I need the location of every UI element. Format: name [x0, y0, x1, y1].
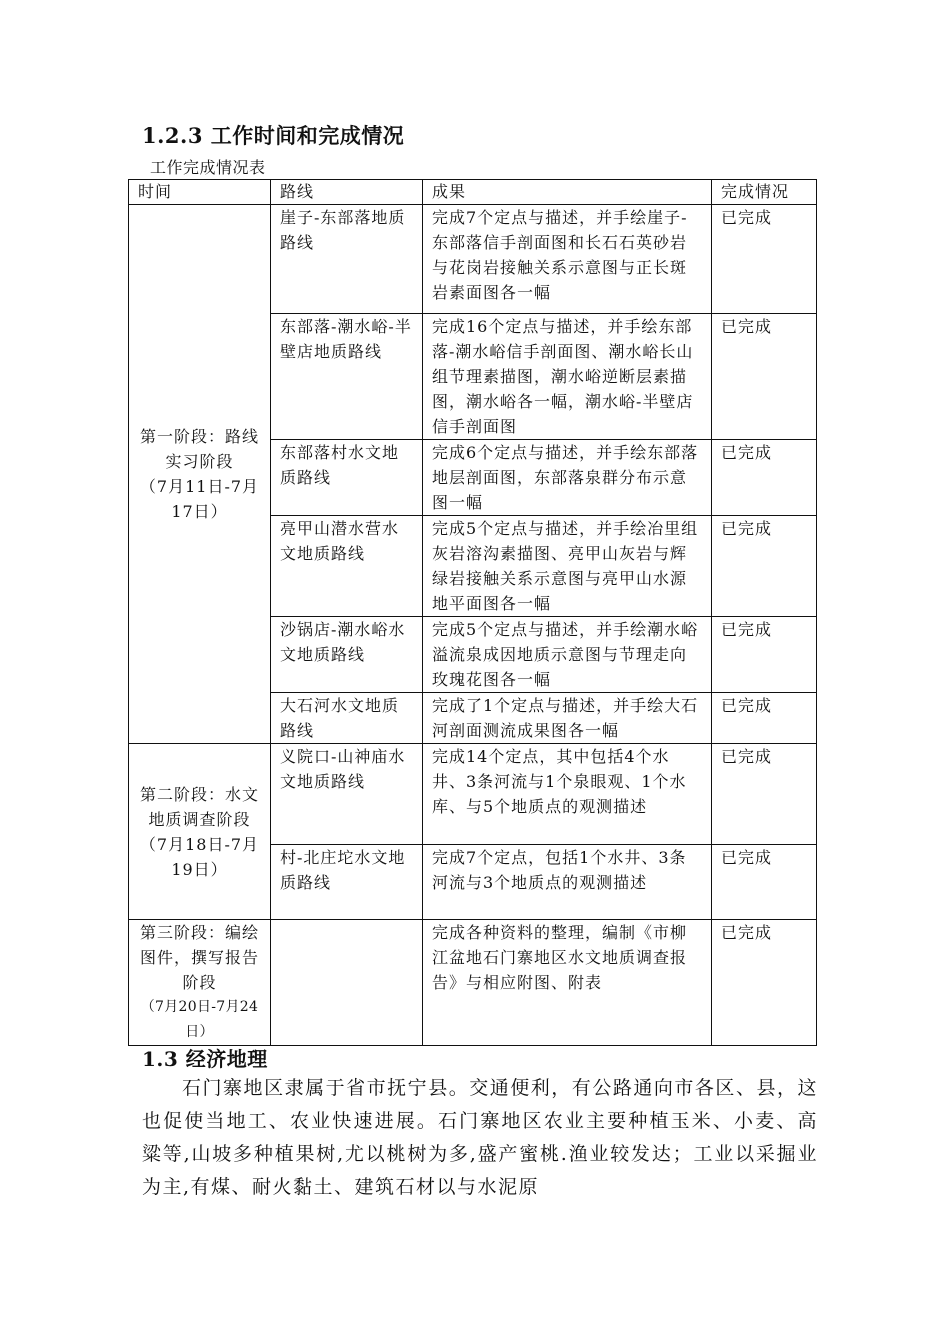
status-cell: 已完成: [712, 440, 817, 516]
header-route: 路线: [271, 180, 423, 205]
header-status: 完成情况: [712, 180, 817, 205]
stage-1-label: 第一阶段：路线实习阶段: [139, 427, 259, 471]
route-cell: 亮甲山潜水营水文地质路线: [271, 516, 423, 617]
result-cell: 完成7个定点与描述，并手绘崖子-东部落信手剖面图和长石石英砂岩与花岗岩接触关系示意图与正长斑岩素面图各一幅: [423, 205, 712, 314]
route-cell: 东部落-潮水峪-半壁店地质路线: [271, 314, 423, 440]
result-cell: 完成16个定点与描述，并手绘东部落-潮水峪信手剖面图、潮水峪长山组节理素描图，潮水峪逆断层素描图，潮水峪各一幅，潮水峪-半壁店信手剖面图: [423, 314, 712, 440]
route-cell: 沙锅店-潮水峪水文地质路线: [271, 617, 423, 693]
status-cell: 已完成: [712, 693, 817, 744]
status-cell: 已完成: [712, 516, 817, 617]
stage-2-cell: [129, 744, 271, 920]
table-row: [129, 920, 817, 1046]
header-time: 时间: [129, 180, 271, 205]
status-cell: 已完成: [712, 744, 817, 845]
stage-2-label: 第二阶段：水文地质调查阶段: [139, 784, 259, 829]
subsection-title: 1.3 经济地理: [142, 1047, 268, 1071]
result-cell: 完成6个定点与描述，并手绘东部落地层剖面图，东部落泉群分布示意图一幅: [423, 440, 712, 516]
stage-3-cell: [129, 920, 271, 1046]
result-cell: 完成5个定点与描述，并手绘潮水峪溢流泉成因地质示意图与节理走向玫瑰花图各一幅: [423, 617, 712, 693]
route-cell: 村-北庄坨水文地质路线: [271, 845, 423, 920]
status-cell: 已完成: [712, 205, 817, 314]
result-cell: 完成各种资料的整理，编制《市柳江盆地石门寨地区水文地质调查报告》与相应附图、附表: [423, 920, 712, 1046]
body-paragraph: 石门寨地区隶属于省市抚宁县。交通便利，有公路通向市各区、县，这也促使当地工、农业快速进展。石门寨地区农业主要种植玉米、小麦、高粱等,山坡多种植果树,尤以桃树为多,盛产蜜桃.渔业较发达；工业以采掘业为主,有煤、耐火黏土、建筑石材以与水泥原: [142, 1077, 818, 1198]
route-cell: 东部落村水文地质路线: [271, 440, 423, 516]
status-cell: 已完成: [712, 314, 817, 440]
route-cell: 大石河水文地质路线: [271, 693, 423, 744]
route-cell: 义院口-山神庙水文地质路线: [271, 744, 423, 845]
table-caption: 工作完成情况表: [150, 158, 266, 177]
table-row: [129, 744, 817, 845]
table-header-row: [129, 180, 817, 205]
result-cell: 完成了1个定点与描述，并手绘大石河剖面测流成果图各一幅: [423, 693, 712, 744]
stage-1-cell: [129, 205, 271, 744]
route-cell: [271, 920, 423, 1046]
stage-3-dates: （7月20日-7月24日）: [140, 999, 259, 1040]
route-cell: 崖子-东部落地质路线: [271, 205, 423, 314]
work-completion-table: [128, 179, 817, 1046]
status-cell: 已完成: [712, 617, 817, 693]
table-row: [129, 205, 817, 314]
status-cell: 已完成: [712, 920, 817, 1046]
result-cell: 完成5个定点与描述，并手绘冶里组灰岩溶沟素描图、亮甲山灰岩与辉绿岩接触关系示意图与亮甲山水源地平面图各一幅: [423, 516, 712, 617]
result-cell: 完成7个定点，包括1个水井、3条河流与3个地质点的观测描述: [423, 845, 712, 920]
section-title: 1.2.3 工作时间和完成情况: [142, 123, 405, 148]
stage-3-label: 第三阶段：编绘图件，撰写报告阶段: [139, 923, 259, 992]
stage-2-dates: （7月18日-7月19日）: [139, 834, 260, 879]
header-result: 成果: [423, 180, 712, 205]
result-cell: 完成14个定点，其中包括4个水井、3条河流与1个泉眼观、1个水库、与5个地质点的观测描述: [423, 744, 712, 845]
status-cell: 已完成: [712, 845, 817, 920]
stage-1-dates: （7月11日-7月17日）: [139, 477, 260, 521]
